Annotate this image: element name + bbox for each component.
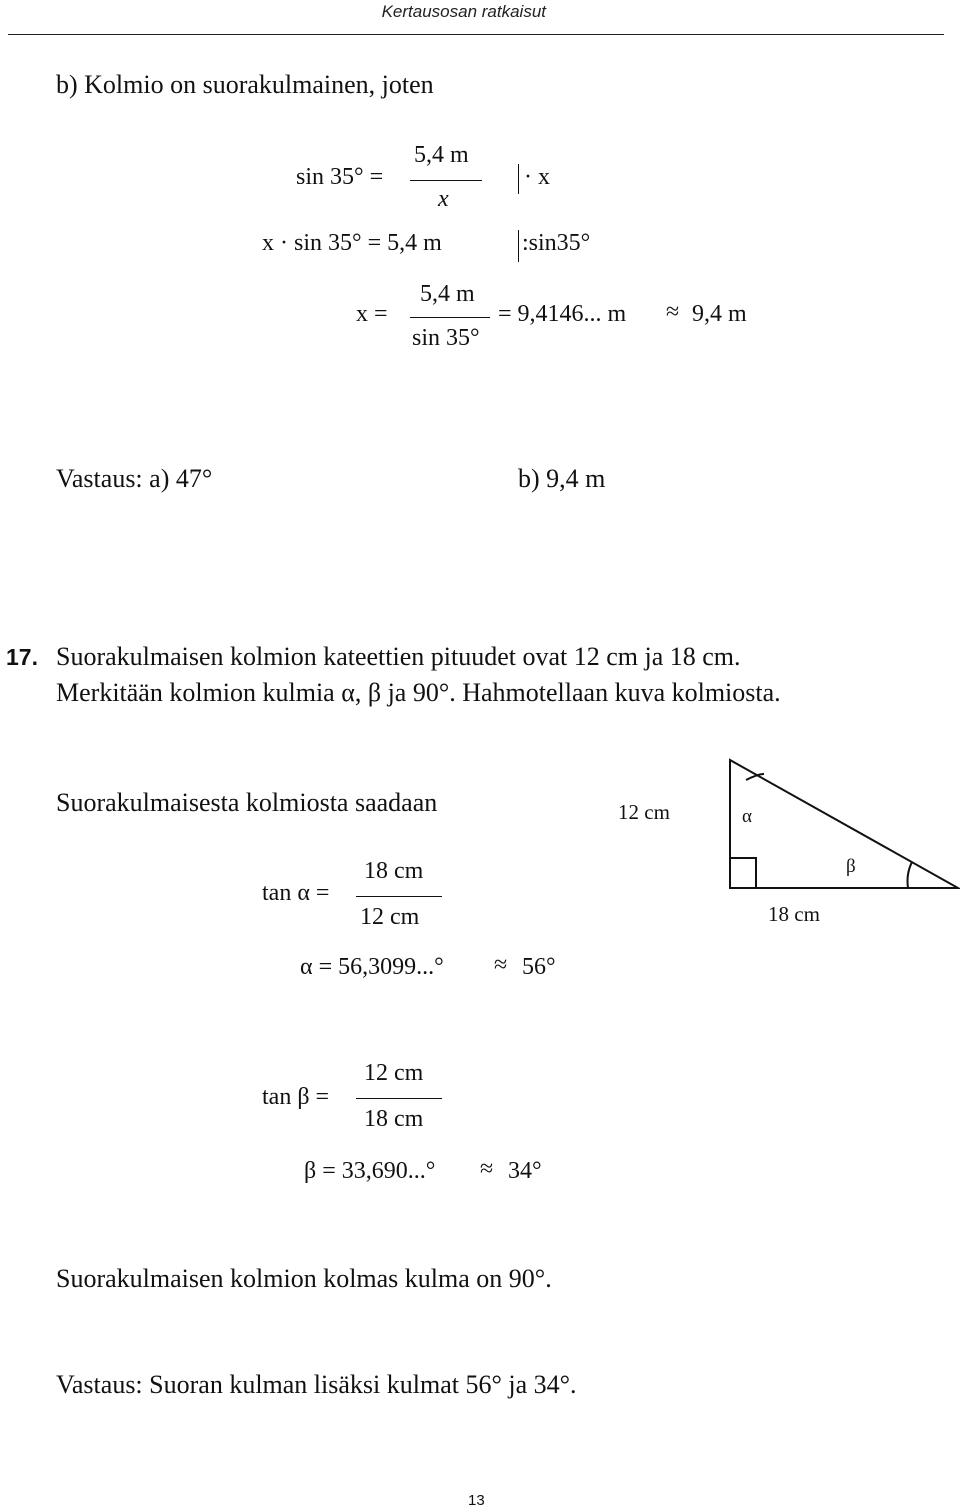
eq3-approx: ≈ [666, 299, 680, 325]
eq1-lhs: sin 35° = [296, 164, 384, 190]
right-angle-marker [730, 858, 756, 888]
beta-approx: ≈ [480, 1156, 494, 1182]
eq2-lhs: x · sin 35° = 5,4 m [262, 230, 442, 256]
eq3-denominator: sin 35° [412, 325, 480, 351]
tan-alpha-denominator: 12 cm [360, 904, 420, 930]
eq3-fraction-line [410, 317, 490, 318]
problem-line2: Merkitään kolmion kulmia α, β ja 90°. Hahmotellaan kuva kolmiosta. [56, 678, 781, 707]
derivation-sentence: Suorakulmaisesta kolmiosta saadaan [56, 788, 438, 817]
tan-beta-fraction-line [356, 1098, 442, 1099]
running-header: Kertausosan ratkaisut [381, 2, 546, 21]
tan-beta-denominator: 18 cm [364, 1106, 424, 1132]
answer1-b: b) 9,4 m [518, 464, 606, 493]
header-rule [8, 34, 944, 35]
page-number: 13 [468, 1492, 485, 1509]
eq1-denominator: x [438, 186, 449, 212]
final-answer: Vastaus: Suoran kulman lisäksi kulmat 56° ja 34°. [56, 1370, 577, 1399]
angle-label-alpha: α [742, 806, 752, 827]
eq2-operation-bar [518, 230, 519, 262]
beta-result-lhs: β = 33,690...° [304, 1158, 436, 1184]
eq1-operation-bar [518, 164, 519, 194]
triangle-outline [730, 760, 958, 888]
part-b-intro: b) Kolmio on suorakulmainen, joten [56, 70, 434, 99]
angle-label-beta: β [846, 856, 856, 877]
problem-line1: Suorakulmaisen kolmion kateettien pituudet ovat 12 cm ja 18 cm. [56, 642, 741, 671]
side-label-vertical: 12 cm [618, 800, 670, 824]
eq2-operation: :sin35° [522, 230, 591, 256]
eq3-numerator: 5,4 m [420, 281, 475, 307]
problem-number: 17. [6, 644, 38, 670]
eq1-operation: · x [524, 164, 550, 190]
eq3-rhs: = 9,4146... m [498, 301, 627, 327]
third-angle-sentence: Suorakulmaisen kolmion kolmas kulma on 90°. [56, 1264, 552, 1293]
tan-alpha-lhs: tan α = [262, 880, 330, 906]
eq1-fraction-line [410, 180, 482, 181]
eq3-result: 9,4 m [692, 301, 747, 327]
answer1-label: Vastaus: a) 47° [56, 464, 213, 493]
eq1-numerator: 5,4 m [414, 142, 469, 168]
tan-alpha-fraction-line [356, 896, 442, 897]
eq3-lhs: x = [356, 301, 388, 327]
beta-arc [908, 862, 913, 888]
tan-beta-numerator: 12 cm [364, 1060, 424, 1086]
alpha-result: 56° [522, 954, 556, 980]
tan-beta-lhs: tan β = [262, 1084, 330, 1110]
alpha-result-lhs: α = 56,3099...° [300, 954, 444, 980]
side-label-horizontal: 18 cm [768, 902, 820, 926]
tan-alpha-numerator: 18 cm [364, 858, 424, 884]
right-triangle-figure [700, 750, 960, 900]
beta-result: 34° [508, 1158, 542, 1184]
alpha-approx: ≈ [494, 952, 508, 978]
